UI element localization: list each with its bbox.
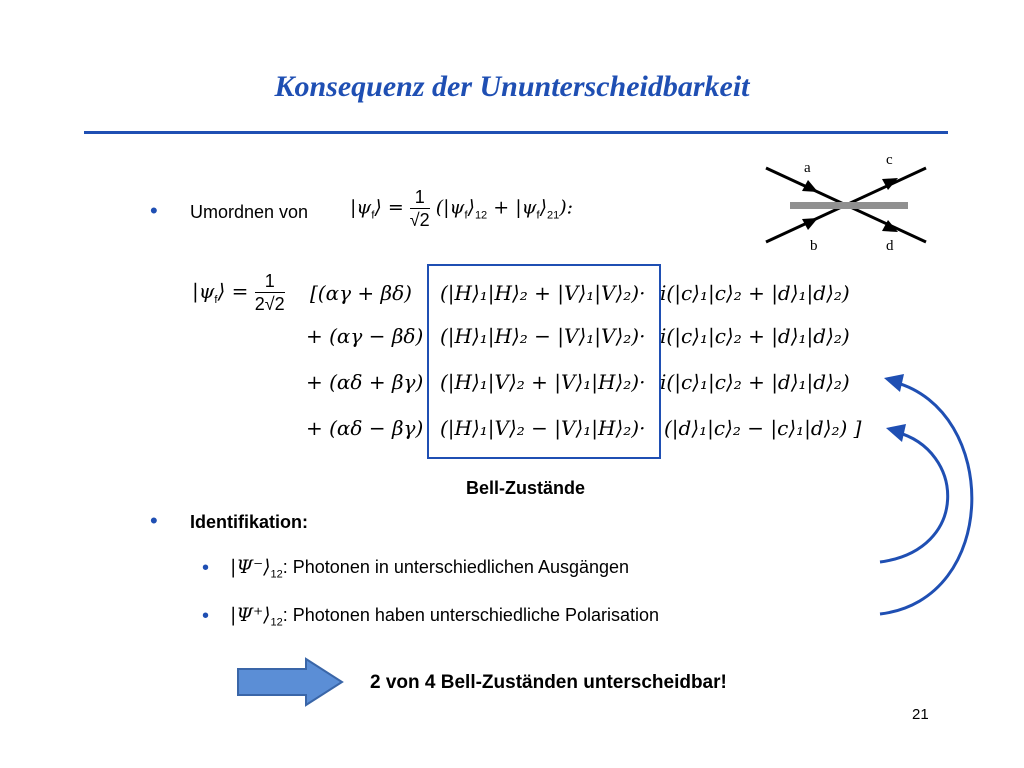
bell-state-3: (|H⟩₁|V⟩₂ + |V⟩₁|H⟩₂)· — [440, 370, 646, 394]
identification-item-1: $|\Psi^-⟩_{12}$: Photonen in unterschiedlichen Ausgängen — [230, 556, 630, 581]
identification-item-2: $|\Psi^+⟩_{12}$: Photonen haben unterschiedliche Polarisation — [230, 604, 660, 629]
psi-minus-text: : Photonen in unterschiedlichen Ausgängen — [282, 557, 630, 577]
bell-state-2: (|H⟩₁|H⟩₂ − |V⟩₁|V⟩₂)· — [440, 324, 646, 348]
output-1: i(|c⟩₁|c⟩₂ + |d⟩₁|d⟩₂) — [660, 281, 850, 305]
output-4: (|d⟩₁|c⟩₂ − |c⟩₁|d⟩₂) ] — [664, 416, 862, 440]
port-d-label: d — [886, 238, 894, 254]
arrowhead-outer-icon — [884, 374, 904, 392]
output-3: i(|c⟩₁|c⟩₂ + |d⟩₁|d⟩₂) — [660, 370, 850, 394]
correspondence-arrows — [870, 370, 990, 630]
equation-row-1 — [310, 281, 412, 305]
bullet1-formula: $|\psi_f⟩$ = $\frac{1}{√2}$ ($|\psi_f⟩_{12}$ + $|\psi_f⟩_{21}$): — [350, 187, 574, 230]
identification-label: Identifikation: — [190, 512, 308, 532]
beamsplitter-diagram — [758, 150, 938, 260]
curve-arrow-inner — [880, 432, 948, 562]
bell-states-box — [427, 264, 661, 459]
page-number: 21 — [912, 706, 929, 723]
port-a-label: a — [804, 160, 811, 176]
block-arrow-icon — [236, 657, 346, 707]
bell-states-label: Bell-Zustände — [466, 478, 586, 498]
bullet-marker: • — [150, 508, 158, 533]
curve-arrow-outer — [880, 382, 972, 614]
slide-title: Konsequenz der Ununterscheidbarkeit — [274, 70, 750, 103]
sub-bullet-marker: • — [202, 557, 210, 579]
equation-lhs: $|\psi_f⟩$ = $\frac{1}{2√2}$ — [192, 271, 285, 314]
coef-1: [(αγ + βδ) — [310, 281, 412, 305]
arrowhead-inner-icon — [886, 424, 906, 442]
coef-2: + (αγ − βδ) — [306, 324, 424, 348]
title-underline — [84, 131, 948, 134]
bell-state-1: (|H⟩₁|H⟩₂ + |V⟩₁|V⟩₂)· — [440, 281, 646, 305]
coef-4: + (αδ − βγ) — [306, 416, 424, 440]
beamsplitter-plate — [790, 202, 908, 209]
bell-state-4: (|H⟩₁|V⟩₂ − |V⟩₁|H⟩₂)· — [440, 416, 646, 440]
bullet-marker: • — [150, 198, 158, 223]
equation-fraction: $\frac{1}{2√2}$ — [254, 271, 285, 314]
port-b-label: b — [810, 238, 818, 254]
psi-minus-state: |Ψ⁻⟩ — [230, 556, 271, 578]
port-c-label: c — [886, 152, 893, 168]
sub-bullet-marker: • — [202, 605, 210, 627]
coef-3: + (αδ + βγ) — [306, 370, 424, 394]
output-2: i(|c⟩₁|c⟩₂ + |d⟩₁|d⟩₂) — [660, 324, 850, 348]
conclusion-text: 2 von 4 Bell-Zuständen unterscheidbar! — [370, 672, 727, 693]
psi-plus-text: : Photonen haben unterschiedliche Polarisation — [282, 605, 660, 625]
bullet1-label: Umordnen von — [190, 202, 309, 222]
psi-plus-state: |Ψ⁺⟩ — [230, 604, 271, 626]
bullet1-fraction: $\frac{1}{√2}$ — [409, 187, 430, 230]
